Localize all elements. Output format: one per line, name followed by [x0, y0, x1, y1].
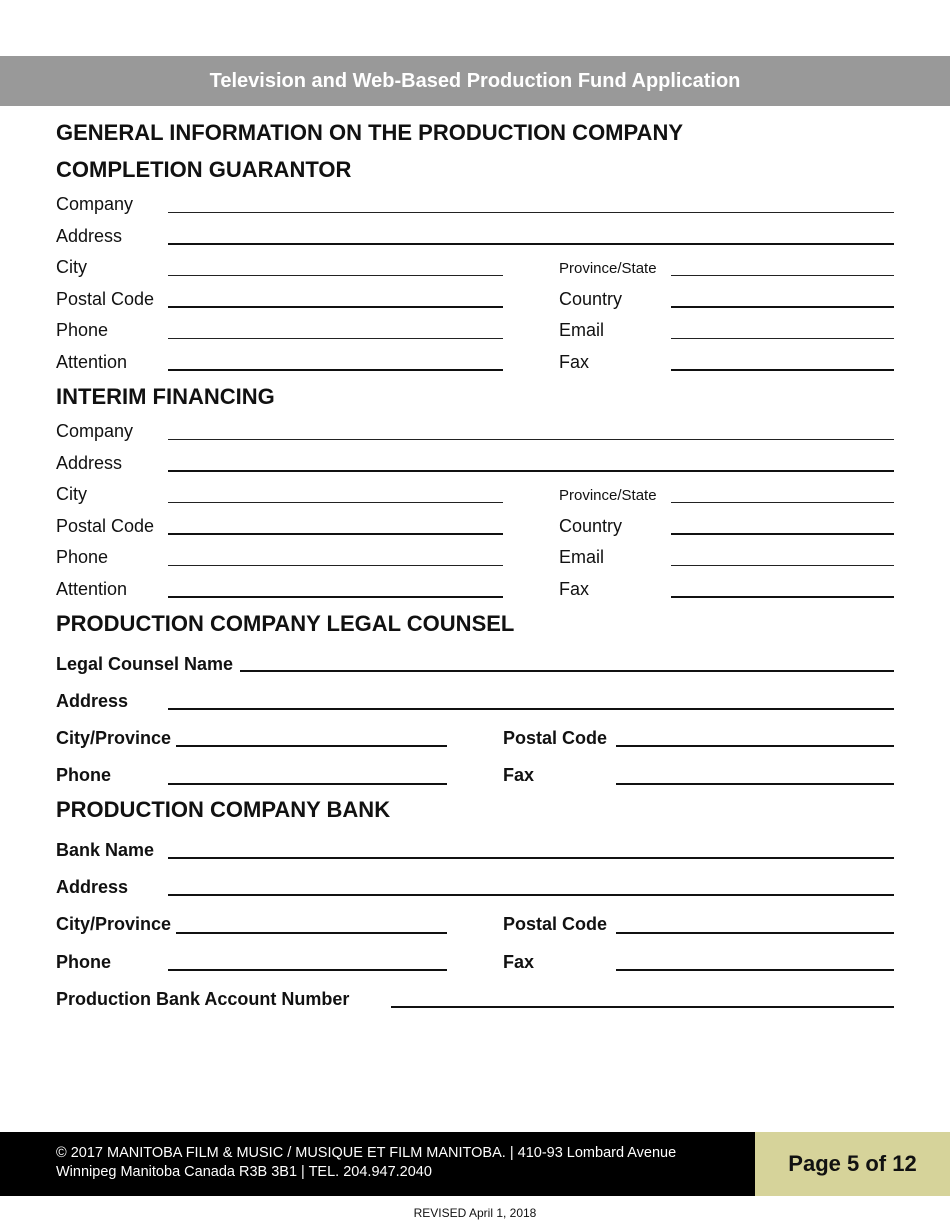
lc-fax-label: Fax — [503, 765, 535, 785]
lc-address-field[interactable] — [168, 692, 894, 710]
if-company-label: Company — [56, 421, 134, 441]
cg-attention-label: Attention — [56, 352, 128, 372]
footer-bar — [0, 1132, 755, 1196]
if-postal-code-field[interactable] — [168, 517, 503, 535]
cg-email-label: Email — [559, 320, 605, 340]
lc-name-field[interactable] — [240, 654, 894, 672]
section-title-interim-financing: INTERIM FINANCING — [56, 384, 275, 409]
cg-fax-label: Fax — [559, 352, 590, 372]
bank-address-field[interactable] — [168, 878, 894, 896]
if-phone-field[interactable] — [168, 549, 503, 566]
cg-attention-field[interactable] — [168, 353, 503, 371]
form-title: Television and Web-Based Production Fund Application — [209, 69, 741, 92]
if-attention-field[interactable] — [168, 580, 503, 598]
if-fax-label: Fax — [559, 579, 590, 599]
bank-fax-field[interactable] — [616, 953, 894, 971]
cg-postal-code-field[interactable] — [168, 290, 503, 308]
if-email-label: Email — [559, 547, 605, 567]
cg-country-field[interactable] — [671, 290, 894, 308]
bank-postal-code-field[interactable] — [616, 916, 894, 934]
bank-city-province-field[interactable] — [176, 916, 447, 934]
bank-phone-label: Phone — [56, 952, 112, 972]
cg-fax-field[interactable] — [671, 353, 894, 371]
cg-address-field[interactable] — [168, 227, 894, 245]
lc-address-label: Address — [56, 691, 129, 711]
bank-account-number-label: Production Bank Account Number — [56, 989, 350, 1009]
if-email-field[interactable] — [671, 549, 894, 566]
bank-phone-field[interactable] — [168, 953, 447, 971]
cg-company-field[interactable] — [168, 196, 894, 213]
cg-phone-label: Phone — [56, 320, 109, 340]
bank-account-number-field[interactable] — [391, 990, 894, 1008]
lc-phone-label: Phone — [56, 765, 112, 785]
page-number-box — [755, 1132, 950, 1196]
if-city-field[interactable] — [168, 486, 503, 503]
section-title-legal-counsel: PRODUCTION COMPANY LEGAL COUNSEL — [56, 611, 515, 636]
bank-city-province-label: City/Province — [56, 914, 172, 934]
if-company-field[interactable] — [168, 423, 894, 440]
if-country-label: Country — [559, 516, 623, 536]
cg-company-label: Company — [56, 194, 134, 214]
cg-province-field[interactable] — [671, 259, 894, 276]
lc-postal-code-field[interactable] — [616, 729, 894, 747]
bank-address-label: Address — [56, 877, 129, 897]
bank-postal-code-label: Postal Code — [503, 914, 608, 934]
page-heading: GENERAL INFORMATION ON THE PRODUCTION COMPANY — [56, 120, 683, 145]
if-province-field[interactable] — [671, 486, 894, 503]
bank-name-label: Bank Name — [56, 840, 155, 860]
if-postal-code-label: Postal Code — [56, 516, 155, 536]
if-address-label: Address — [56, 453, 123, 473]
cg-email-field[interactable] — [671, 322, 894, 339]
cg-country-label: Country — [559, 289, 623, 309]
cg-city-field[interactable] — [168, 259, 503, 276]
if-province-label: Province/State — [559, 487, 657, 504]
lc-city-province-field[interactable] — [176, 729, 447, 747]
lc-fax-field[interactable] — [616, 767, 894, 785]
if-city-label: City — [56, 484, 87, 504]
lc-postal-code-label: Postal Code — [503, 728, 608, 748]
if-fax-field[interactable] — [671, 580, 894, 598]
cg-phone-field[interactable] — [168, 322, 503, 339]
if-phone-label: Phone — [56, 547, 109, 567]
lc-city-province-label: City/Province — [56, 728, 172, 748]
revised-date: REVISED April 1, 2018 — [413, 1206, 537, 1220]
cg-postal-code-label: Postal Code — [56, 289, 155, 309]
cg-address-label: Address — [56, 226, 123, 246]
footer-copyright: © 2017 MANITOBA FILM & MUSIC / MUSIQUE ET FILM MANITOBA. | 410-93 Lombard Avenue Winnipeg Manitoba Canada R3B 3B1 | TEL. 204.947.2040 — [56, 1145, 677, 1180]
section-title-bank: PRODUCTION COMPANY BANK — [56, 797, 391, 822]
page-number: Page 5 of 12 — [788, 1151, 917, 1176]
cg-province-label: Province/State — [559, 260, 657, 277]
cg-city-label: City — [56, 257, 87, 277]
lc-phone-field[interactable] — [168, 767, 447, 785]
if-address-field[interactable] — [168, 454, 894, 472]
if-country-field[interactable] — [671, 517, 894, 535]
lc-name-label: Legal Counsel Name — [56, 654, 234, 674]
section-title-completion-guarantor: COMPLETION GUARANTOR — [56, 157, 352, 182]
form-header-banner — [0, 56, 950, 106]
if-attention-label: Attention — [56, 579, 128, 599]
bank-name-field[interactable] — [168, 841, 894, 859]
bank-fax-label: Fax — [503, 952, 535, 972]
